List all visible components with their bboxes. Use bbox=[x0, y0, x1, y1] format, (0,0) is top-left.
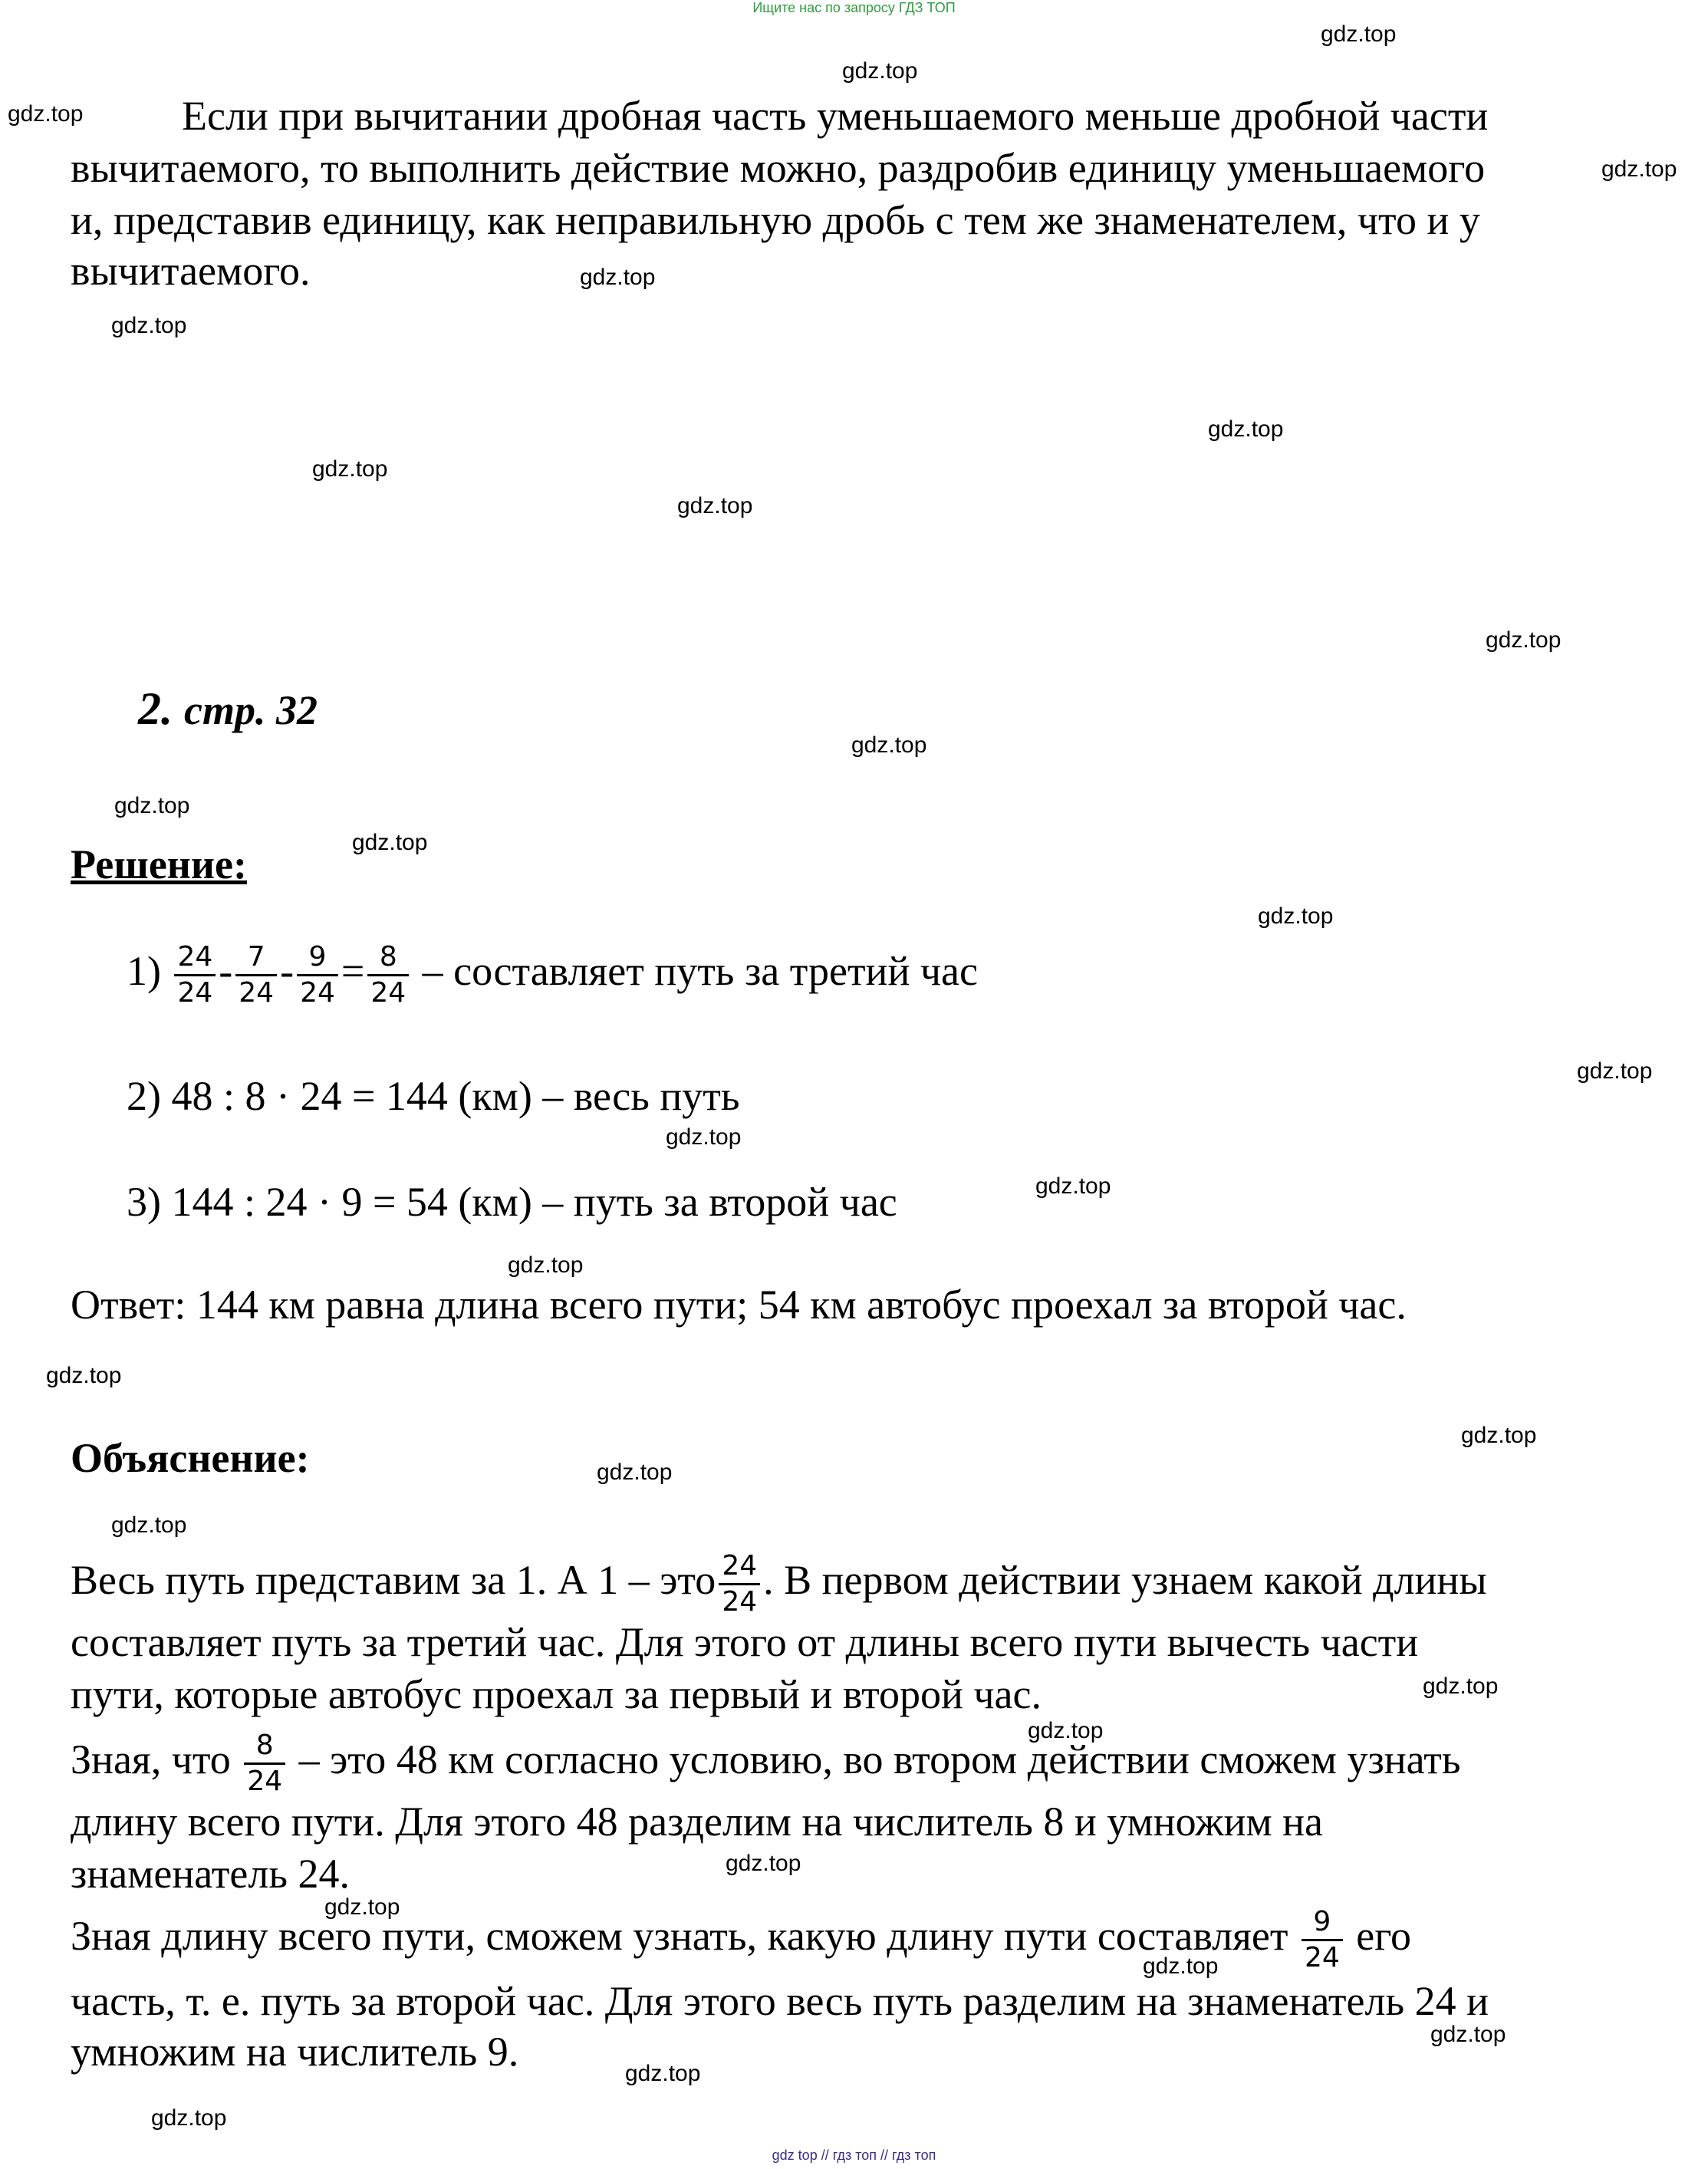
fraction: $\frac{8}{24}$ bbox=[244, 1730, 285, 1797]
explanation-p3-line-2: часть, т. е. путь за второй час. Для этого весь путь разделим на знаменатель 24 и bbox=[71, 1978, 1489, 2024]
intro-line-2: вычитаемого, то выполнить действие можно, раздробив единицу уменьшаемого bbox=[71, 145, 1486, 191]
watermark: gdz.top bbox=[1143, 1953, 1219, 1979]
step-index: 1) bbox=[127, 947, 161, 994]
watermark: gdz.top bbox=[1028, 1718, 1104, 1743]
watermark: gdz.top bbox=[1577, 1058, 1653, 1084]
fraction: $\frac{9}{24}$ bbox=[1302, 1907, 1343, 1973]
explanation-p3-line-1: Зная длину всего пути, сможем узнать, какую длину пути составляет $\frac{9}{24}$ его bbox=[71, 1906, 1412, 1973]
step-index: 2) bbox=[127, 1073, 161, 1119]
fraction: $\frac{24}{24}$ bbox=[174, 942, 216, 1009]
task-title bbox=[138, 683, 318, 736]
watermark: gdz.top bbox=[324, 1894, 400, 1920]
answer: Ответ: 144 км равна длина всего пути; 54 км автобус проехал за второй час. bbox=[71, 1282, 1407, 1328]
watermark: gdz.top bbox=[842, 58, 918, 84]
fraction: $\frac{24}{24}$ bbox=[719, 1551, 760, 1618]
watermark: gdz.top bbox=[1321, 21, 1397, 47]
fraction: $\frac{7}{24}$ bbox=[235, 942, 277, 1009]
task-number: 2. bbox=[138, 683, 173, 734]
solution-heading: Решение: bbox=[71, 841, 247, 887]
watermark: gdz.top bbox=[111, 313, 187, 338]
explanation-p2-line-1: Зная, что $\frac{8}{24}$ – это 48 км согласно условию, во втором действии сможем узнать bbox=[71, 1730, 1461, 1797]
step-text: – составляет путь за третий час bbox=[422, 947, 978, 994]
watermark: gdz.top bbox=[677, 493, 753, 518]
watermark: gdz.top bbox=[625, 2061, 701, 2086]
top-note[interactable]: Ищите нас по запросу ГДЗ ТОП bbox=[752, 0, 956, 15]
watermark: gdz.top bbox=[46, 1363, 122, 1388]
watermark: gdz.top bbox=[666, 1124, 742, 1150]
explanation-p1-line-3: пути, которые автобус проехал за первый и второй час. bbox=[71, 1671, 1042, 1717]
watermark: gdz.top bbox=[726, 1851, 801, 1876]
task-page: стр. 32 bbox=[184, 687, 318, 733]
fraction: $\frac{8}{24}$ bbox=[367, 942, 409, 1009]
explanation-p3-line-3: умножим на числитель 9. bbox=[71, 2029, 519, 2075]
watermark: gdz.top bbox=[1601, 156, 1677, 182]
watermark: gdz.top bbox=[1423, 1674, 1499, 1699]
watermark: gdz.top bbox=[1486, 627, 1562, 653]
solution-step-3 bbox=[127, 1177, 897, 1227]
watermark: gdz.top bbox=[151, 2105, 227, 2131]
explanation-p1-line-2: составляет путь за третий час. Для этого от длины всего пути вычесть части bbox=[71, 1619, 1419, 1665]
watermark: gdz.top bbox=[508, 1252, 584, 1278]
watermark: gdz.top bbox=[1208, 416, 1284, 442]
explanation-heading: Объяснение: bbox=[71, 1435, 310, 1481]
intro-line-4: вычитаемого. bbox=[71, 248, 311, 294]
watermark: gdz.top bbox=[580, 265, 656, 290]
watermark: gdz.top bbox=[851, 732, 927, 758]
explanation-p2-line-2: длину всего пути. Для этого 48 разделим на числитель 8 и умножим на bbox=[71, 1799, 1323, 1845]
footer-links[interactable]: gdz top // гдз топ // гдз топ bbox=[772, 2148, 936, 2163]
watermark: gdz.top bbox=[8, 101, 84, 127]
watermark: gdz.top bbox=[114, 793, 190, 818]
watermark: gdz.top bbox=[1035, 1173, 1111, 1199]
explanation-p2-line-3: знаменатель 24. bbox=[71, 1851, 350, 1897]
step-text: 48 : 8 · 24 = 144 (км) – весь путь bbox=[171, 1073, 740, 1119]
step-index: 3) bbox=[127, 1179, 161, 1225]
step-text: 144 : 24 · 9 = 54 (км) – путь за второй час bbox=[171, 1179, 897, 1225]
watermark: gdz.top bbox=[111, 1512, 187, 1538]
watermark: gdz.top bbox=[1461, 1423, 1537, 1448]
solution-step-1: 1) $\frac{24}{24}$ - $\frac{7}{24}$ - $\frac{9}{24}$ = $\frac{8}{24}$ – составляет путь за третий час bbox=[127, 941, 978, 1009]
explanation-p1-line-1: Весь путь представим за 1. А 1 – это $\frac{24}{24}$ . В первом действии узнаем какой длины bbox=[71, 1550, 1487, 1618]
solution-step-2 bbox=[127, 1071, 740, 1121]
watermark: gdz.top bbox=[1258, 903, 1334, 929]
intro-line-1: Если при вычитании дробная часть уменьшаемого меньше дробной части bbox=[182, 93, 1489, 139]
intro-line-3: и, представив единицу, как неправильную дробь с тем же знаменателем, что и у bbox=[71, 197, 1480, 243]
fraction: $\frac{9}{24}$ bbox=[297, 942, 338, 1009]
watermark: gdz.top bbox=[597, 1460, 673, 1485]
watermark: gdz.top bbox=[1430, 2022, 1506, 2047]
watermark: gdz.top bbox=[312, 456, 388, 482]
watermark: gdz.top bbox=[352, 830, 428, 855]
